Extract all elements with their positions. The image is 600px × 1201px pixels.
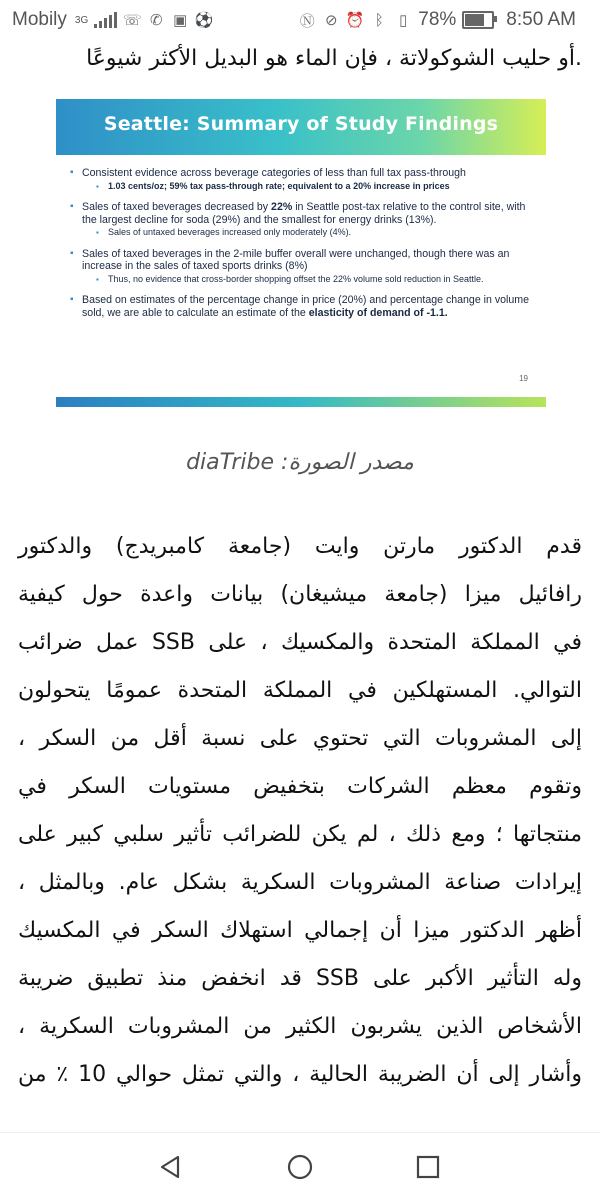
soccer-icon: ⚽ [194, 12, 214, 29]
article-line: الأشخاص الذين يشربون الكثير من المشروبات السكرية ، [18, 1014, 582, 1039]
slide-title: Seattle: Summary of Study Findings [103, 113, 499, 135]
status-bar [0, 0, 600, 40]
slide-page-number: 19 [519, 374, 528, 383]
battery-percent: 78% [418, 9, 457, 30]
slide-footer-band [56, 397, 546, 407]
image-caption: مصدر الصورة: diaTribe [186, 450, 414, 475]
article-line: وتقوم معظم الشركات بتخفيض مستويات السكر في [18, 774, 582, 799]
chat-icon: ☏ [122, 12, 142, 29]
back-button[interactable] [155, 1151, 187, 1183]
article-top-line: .أو حليب الشوكولاتة ، فإن الماء هو البديل الأكثر شيوعًا [86, 46, 582, 71]
article-line: في المملكة المتحدة والمكسيك ، على SSB عمل ضرائب [18, 630, 583, 655]
article-line: وله التأثير الأكبر على SSB قد انخفض منذ تطبيق ضريبة [18, 966, 582, 991]
article-line: إلى المشروبات التي تحتوي على نسبة أقل من السكر ، [18, 726, 582, 751]
article-image-slide[interactable] [56, 99, 546, 407]
home-button[interactable] [284, 1151, 316, 1183]
recents-button[interactable] [412, 1151, 444, 1183]
recents-icon [415, 1154, 441, 1180]
status-right [298, 9, 600, 31]
system-nav-bar [0, 1132, 600, 1201]
clock: 8:50 AM [506, 9, 576, 30]
whatsapp-icon: ✆ [149, 12, 163, 29]
slide-subbullet-3: ▪ Thus, no evidence that cross-border shopping offset the 22% volume sold reduction in Seattle. [82, 274, 534, 286]
network-type: 3G [74, 14, 89, 26]
slide-body [70, 167, 534, 328]
slide-bullet-2: ▪ Sales of taxed beverages decreased by 22% in Seattle post-tax relative to the control site, with the largest decline for soda (29%) and the smallest for energy drinks (13%). ▪ Sales of untaxed beverages increased only moderately (4%). [70, 201, 534, 239]
image-notification-icon: ▣ [173, 12, 188, 29]
article-line: وأشار إلى أن الضريبة الحالية ، والتي تمثل حوالي 10 ٪ من [18, 1062, 582, 1087]
slide-subbullet-2: ▪ Sales of untaxed beverages increased only moderately (4%). [82, 227, 534, 239]
status-left [0, 9, 213, 31]
alarm-icon: ⏰ [345, 12, 365, 29]
slide-bullet-4: ▪ Based on estimates of the percentage change in price (20%) and percentage change in volume sold, we are able to calculate an estimate of the elasticity of demand of -1.1. [70, 294, 534, 319]
bluetooth-icon: ᛒ [374, 11, 384, 29]
signal-icon [94, 12, 117, 28]
article-line: رافائيل ميزا (جامعة ميشيغان) بيانات واعدة حول كيفية [18, 582, 582, 607]
slide-bullet-1: ▪ Consistent evidence across beverage categories of less than full tax pass-through ▪ 1.03 cents/oz; 59% tax pass-through rate; equivalent to a 20% increase in prices [70, 167, 534, 192]
article-line: أظهر الدكتور ميزا أن إجمالي استهلاك السكر في المكسيك [18, 918, 582, 943]
article-line: منتجاتها ؛ ومع ذلك ، لم يكن للضرائب تأثير سلبي كبير على [18, 822, 582, 847]
nfc-icon: Ⓝ [299, 12, 315, 30]
battery-icon [462, 11, 494, 29]
vibrate-icon: ▯ [399, 12, 408, 29]
article-paragraph [18, 523, 582, 1099]
mute-icon: ⊘ [324, 12, 338, 29]
carrier-label: Mobily [12, 9, 67, 30]
article-line: إيرادات صناعة المشروبات السكرية بشكل عام. وبالمثل ، [18, 870, 582, 895]
article-line: قدم الدكتور مارتن وايت (جامعة كامبريدج) والدكتور [18, 534, 582, 559]
article-line: التوالي. المستهلكين في المملكة المتحدة عمومًا يتحولون [18, 678, 582, 703]
home-icon [286, 1153, 314, 1181]
slide-subbullet-1: ▪ 1.03 cents/oz; 59% tax pass-through rate; equivalent to a 20% increase in prices [82, 181, 534, 193]
back-icon [158, 1154, 184, 1180]
slide-bullet-3: ▪ Sales of taxed beverages in the 2-mile buffer overall were unchanged, though there was an increase in the sales of taxed sports drinks (8%) ▪ Thus, no evidence that cross-border shopping offset the 22% volume sold reduction in Seattle. [70, 248, 534, 286]
